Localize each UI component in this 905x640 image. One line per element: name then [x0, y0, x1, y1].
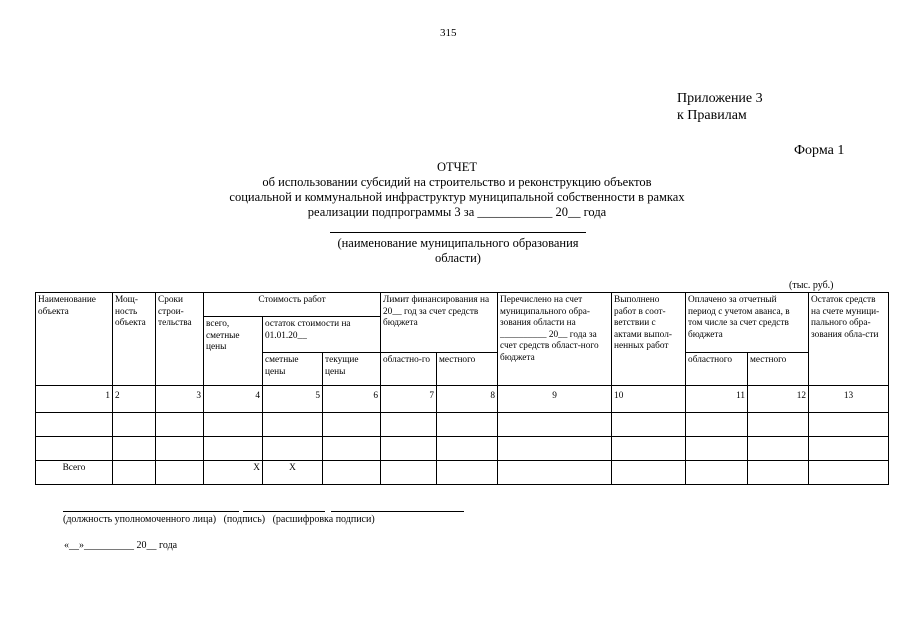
header-limit-local: местного [437, 353, 498, 386]
header-balance: Остаток средств на счете муници-пального обра-зования обла-сти [809, 293, 889, 386]
total-row [36, 461, 889, 485]
column-number: 11 [686, 386, 748, 413]
column-number: 1 [36, 386, 113, 413]
table-cell[interactable] [612, 413, 686, 437]
table-cell[interactable] [156, 437, 204, 461]
header-limit-regional: областно-го [381, 353, 437, 386]
title-line-4: реализации подпрограммы 3 за ____________ 20__ года [307, 205, 607, 219]
table-cell[interactable] [263, 413, 323, 437]
table-cell[interactable] [612, 461, 686, 485]
appendix-reference [677, 90, 763, 124]
header-paid: Оплачено за отчетный период с учетом аванса, в том числе за счет средств бюджета [686, 293, 809, 353]
table-cell[interactable] [156, 413, 204, 437]
appendix-line-2: к Правилам [677, 108, 747, 123]
title-line-3: социальной и коммунальной инфраструктур муниципальной собственности в рамках [229, 190, 685, 204]
units-label: (тыс. руб.) [789, 280, 834, 291]
total-mark-col4: Х [204, 461, 263, 485]
column-numbers-row [36, 386, 889, 413]
column-number: 6 [323, 386, 381, 413]
header-cost-remaining: остаток стоимости на 01.01.20__ [263, 317, 381, 353]
header-capacity: Мощ-ность объекта [113, 293, 156, 386]
signature-line [243, 511, 325, 512]
header-transferred: Перечислено на счет муниципального обра-зования области на __________ 20__ года за счет средств област-ного бюджета [498, 293, 612, 386]
signature-labels: (должность уполномоченного лица) (подпись) (расшифровка подписи) [63, 514, 375, 525]
column-number: 2 [113, 386, 156, 413]
column-number: 4 [204, 386, 263, 413]
table-cell[interactable] [323, 461, 381, 485]
column-number: 12 [748, 386, 809, 413]
header-completed-works: Выполнено работ в соот-ветствии с актами выпол-ненных работ [612, 293, 686, 386]
appendix-line-1: Приложение 3 [677, 91, 763, 106]
page-number: 315 [440, 27, 457, 39]
total-mark-col5: Х [263, 461, 323, 485]
column-number: 9 [498, 386, 612, 413]
table-cell[interactable] [686, 413, 748, 437]
table-cell[interactable] [686, 461, 748, 485]
table-cell[interactable] [748, 413, 809, 437]
table-cell[interactable] [381, 461, 437, 485]
header-paid-local: местного [748, 353, 809, 386]
column-number: 8 [437, 386, 498, 413]
table-cell[interactable] [323, 437, 381, 461]
form-label: Форма 1 [794, 143, 845, 158]
header-construction-terms: Сроки строи-тельства [156, 293, 204, 386]
table-cell[interactable] [686, 437, 748, 461]
total-label: Всего [36, 461, 113, 485]
title-line-2: об использовании субсидий на строительство и реконструкцию объектов [262, 175, 652, 189]
header-funding-limit: Лимит финансирования на 20__ год за счет средств бюджета [381, 293, 498, 353]
header-cost-current: текущие цены [323, 353, 381, 386]
table-cell[interactable] [263, 437, 323, 461]
table-cell[interactable] [381, 437, 437, 461]
table-cell[interactable] [498, 437, 612, 461]
header-cost: Стоимость работ [204, 293, 381, 317]
column-number: 3 [156, 386, 204, 413]
signature-position-line [63, 511, 239, 512]
table-cell[interactable] [36, 437, 113, 461]
column-number: 13 [809, 386, 889, 413]
table-cell[interactable] [809, 437, 889, 461]
column-number: 10 [612, 386, 686, 413]
table-cell[interactable] [36, 413, 113, 437]
table-cell[interactable] [437, 437, 498, 461]
date-line: «__»__________ 20__ года [64, 540, 178, 551]
table-cell[interactable] [113, 461, 156, 485]
table-cell[interactable] [437, 461, 498, 485]
table-row [36, 437, 889, 461]
header-cost-estimate: сметные цены [263, 353, 323, 386]
report-table [35, 292, 889, 485]
table-cell[interactable] [381, 413, 437, 437]
table-cell[interactable] [204, 413, 263, 437]
header-object-name: Наименование объекта [36, 293, 113, 386]
table-cell[interactable] [113, 413, 156, 437]
table-cell[interactable] [612, 437, 686, 461]
table-cell[interactable] [113, 437, 156, 461]
report-title [0, 160, 905, 220]
column-number: 7 [381, 386, 437, 413]
table-cell[interactable] [323, 413, 381, 437]
table-cell[interactable] [204, 437, 263, 461]
table-row [36, 413, 889, 437]
municipality-underline [330, 232, 586, 233]
municipality-label: (наименование муниципального образования области) [337, 236, 579, 265]
table-cell[interactable] [498, 413, 612, 437]
signature-decoding-line [331, 511, 464, 512]
table-cell[interactable] [809, 461, 889, 485]
column-number: 5 [263, 386, 323, 413]
table-cell[interactable] [809, 413, 889, 437]
header-cost-total: всего, сметные цены [204, 317, 263, 386]
table-cell[interactable] [748, 437, 809, 461]
table-cell[interactable] [498, 461, 612, 485]
table-cell[interactable] [748, 461, 809, 485]
table-cell[interactable] [156, 461, 204, 485]
header-paid-regional: областного [686, 353, 748, 386]
table-cell[interactable] [437, 413, 498, 437]
title-line-1: ОТЧЕТ [436, 160, 478, 174]
